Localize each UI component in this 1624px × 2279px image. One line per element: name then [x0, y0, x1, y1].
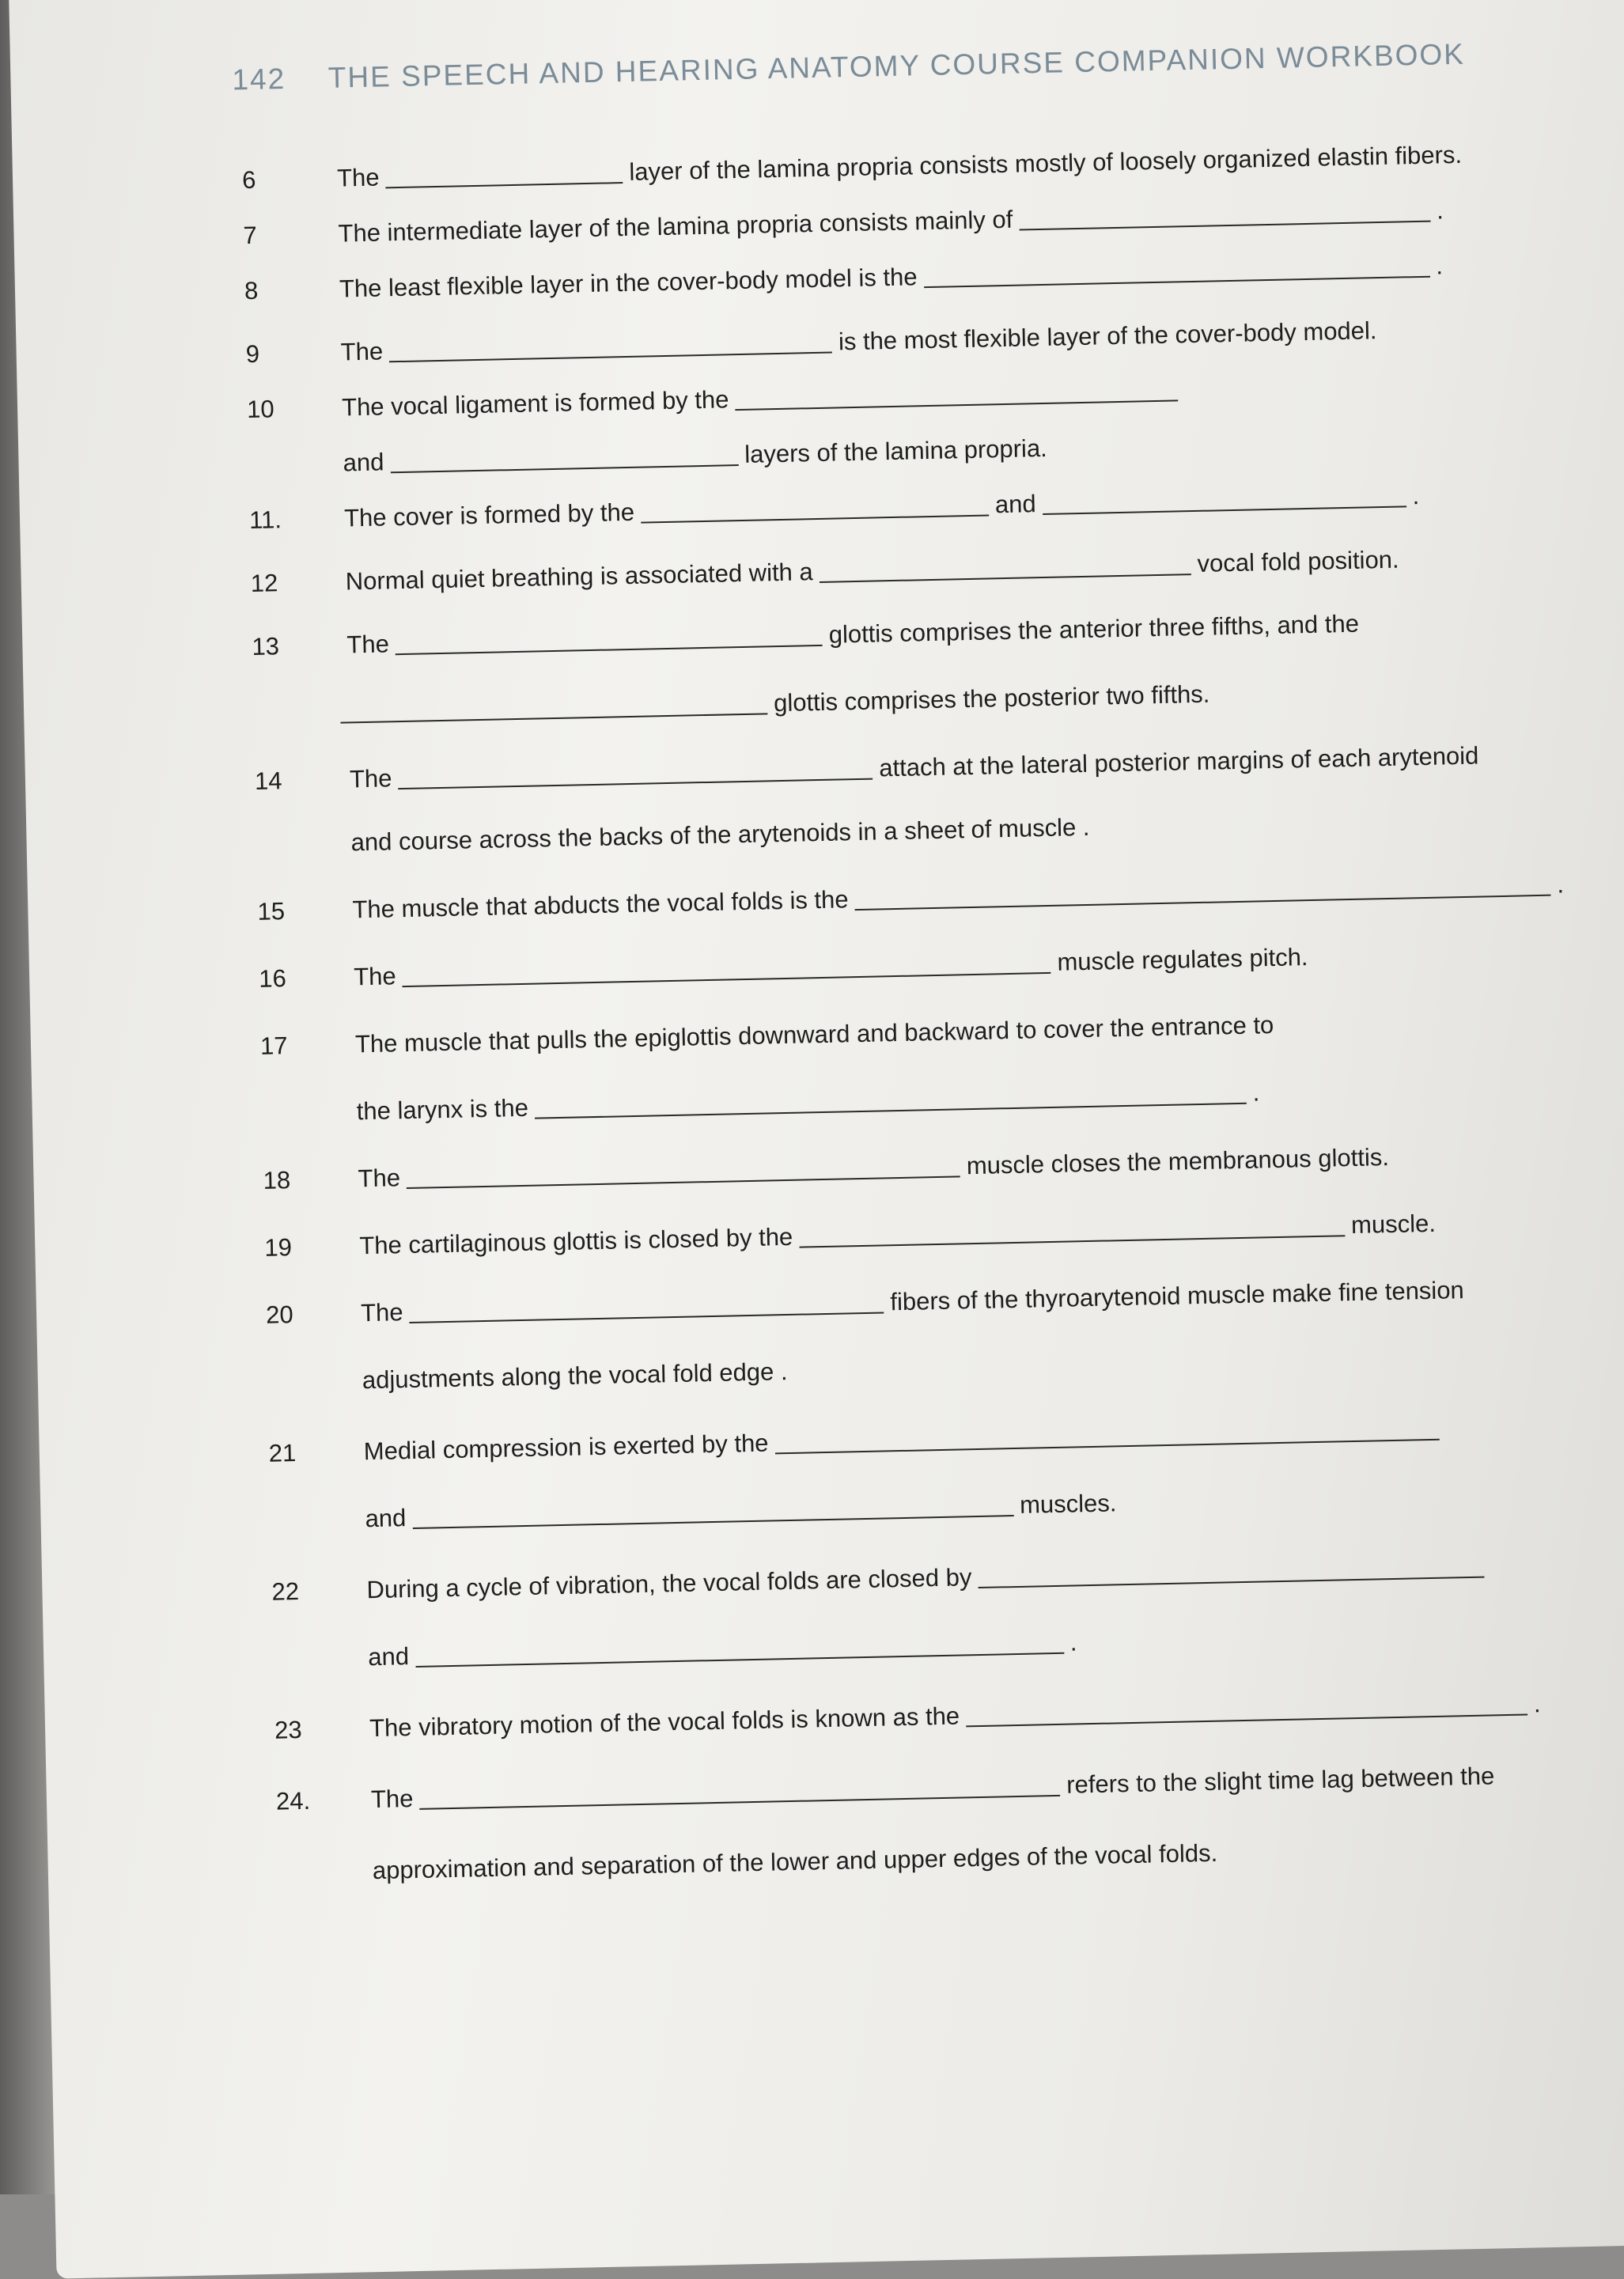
question-text: and	[994, 490, 1037, 519]
question-22	[271, 1552, 1490, 1606]
answer-blank[interactable]	[1043, 505, 1406, 515]
question-number: 7	[243, 221, 258, 250]
question-17-cont	[356, 1078, 1259, 1126]
question-text: The muscle that abducts the vocal folds is the	[352, 885, 849, 924]
answer-blank[interactable]	[1020, 220, 1431, 231]
question-number: 20	[265, 1300, 294, 1329]
answer-blank[interactable]	[407, 1175, 960, 1189]
question-8	[244, 252, 1444, 305]
question-23	[274, 1690, 1541, 1745]
question-number: 22	[271, 1577, 300, 1606]
period: .	[1557, 870, 1565, 899]
question-13-cont	[340, 680, 1210, 727]
answer-blank[interactable]	[799, 1234, 1345, 1247]
answer-blank[interactable]	[386, 181, 623, 188]
question-number: 6	[241, 165, 256, 195]
question-text: glottis comprises the anterior three fifths, and the	[828, 609, 1360, 649]
answer-blank[interactable]	[340, 712, 767, 723]
question-number: 9	[245, 339, 260, 369]
question-text: and	[365, 1504, 407, 1533]
question-text: muscle.	[1350, 1209, 1437, 1240]
question-number: 14	[254, 767, 282, 795]
answer-blank[interactable]	[641, 513, 989, 523]
question-text: and course across the backs of the arytenoids in a sheet of muscle .	[350, 812, 1090, 857]
period: .	[1435, 252, 1444, 280]
question-21	[268, 1415, 1445, 1468]
question-15	[257, 870, 1564, 926]
question-text: The	[346, 630, 390, 659]
question-21-cont	[365, 1489, 1117, 1533]
question-text: Medial compression is exerted by the	[363, 1429, 769, 1466]
question-text: The vocal ligament is formed by the	[341, 385, 729, 422]
question-22-cont	[368, 1628, 1077, 1671]
question-number: 15	[257, 897, 286, 926]
question-18	[263, 1143, 1389, 1195]
question-13	[252, 610, 1359, 661]
answer-blank[interactable]	[924, 275, 1430, 288]
question-text: vocal fold position.	[1197, 545, 1399, 577]
question-text: attach at the lateral posterior margins of each arytenoid	[878, 741, 1479, 782]
answer-blank[interactable]	[736, 399, 1179, 411]
question-text: The	[349, 764, 392, 793]
answer-blank[interactable]	[399, 778, 873, 790]
period: .	[1436, 196, 1444, 225]
question-14	[255, 742, 1479, 796]
workbook-page	[9, 0, 1624, 2279]
question-text: approximation and separation of the lower and upper edges of the vocal folds.	[372, 1838, 1218, 1885]
question-20-cont	[362, 1357, 788, 1395]
question-10-cont	[343, 434, 1047, 478]
question-text: refers to the slight time lag between the	[1066, 1762, 1495, 1799]
question-number: 23	[274, 1715, 303, 1744]
question-text: The cartilaginous glottis is closed by the	[359, 1222, 793, 1260]
answer-blank[interactable]	[410, 1311, 884, 1323]
question-text: muscle closes the membranous glottis.	[966, 1143, 1390, 1180]
question-12	[250, 546, 1399, 598]
question-6	[242, 141, 1463, 195]
answer-blank[interactable]	[389, 351, 832, 363]
answer-blank[interactable]	[979, 1576, 1485, 1588]
question-text: layers of the lamina propria.	[744, 433, 1048, 468]
answer-blank[interactable]	[855, 894, 1551, 910]
period: .	[1412, 482, 1420, 510]
answer-blank[interactable]	[820, 573, 1191, 583]
question-text: muscle regulates pitch.	[1057, 943, 1308, 976]
question-text: The least flexible layer in the cover-body model is the	[339, 263, 918, 303]
question-text: muscles.	[1019, 1489, 1117, 1519]
question-text: The	[360, 1298, 403, 1327]
question-number: 21	[268, 1439, 297, 1467]
question-number: 11.	[248, 505, 282, 535]
question-number: 24.	[275, 1786, 311, 1815]
question-text: The intermediate layer of the lamina propria consists mainly of	[338, 205, 1013, 248]
question-text: During a cycle of vibration, the vocal folds are closed by	[366, 1563, 972, 1604]
question-16	[259, 943, 1308, 994]
question-24-cont	[373, 1839, 1218, 1885]
answer-blank[interactable]	[966, 1713, 1527, 1728]
question-text: The	[353, 962, 397, 991]
question-24	[276, 1762, 1495, 1815]
question-10	[247, 376, 1185, 424]
question-9	[245, 316, 1376, 369]
question-number: 10	[246, 395, 275, 424]
question-number: 12	[250, 569, 278, 598]
page-header	[232, 38, 1465, 97]
question-text: The	[358, 1164, 401, 1193]
period: .	[1252, 1078, 1260, 1107]
question-text: The	[336, 163, 380, 192]
answer-blank[interactable]	[420, 1794, 1061, 1810]
question-text: Normal quiet breathing is associated with a	[345, 558, 814, 596]
question-text: and	[367, 1642, 410, 1671]
question-7	[243, 196, 1444, 250]
question-number: 17	[259, 1032, 288, 1060]
question-number: 19	[264, 1233, 293, 1262]
answer-blank[interactable]	[535, 1102, 1247, 1119]
page-number: 142	[232, 62, 286, 97]
answer-blank[interactable]	[413, 1514, 1014, 1529]
question-20	[266, 1276, 1464, 1330]
question-text: glottis comprises the posterior two fifths.	[773, 680, 1210, 717]
question-text: The	[340, 337, 384, 366]
answer-blank[interactable]	[391, 464, 739, 473]
period: .	[1069, 1628, 1077, 1656]
answer-blank[interactable]	[415, 1652, 1064, 1668]
question-text: is the most flexible layer of the cover-body model.	[838, 316, 1377, 356]
question-number: 8	[244, 276, 259, 305]
question-19	[264, 1210, 1436, 1263]
question-text: the larynx is the	[356, 1093, 529, 1126]
question-11	[249, 482, 1420, 535]
question-17	[260, 1011, 1274, 1061]
answer-blank[interactable]	[403, 971, 1051, 987]
question-number: 13	[252, 632, 280, 661]
question-text: The vibratory motion of the vocal folds is known as the	[369, 1702, 960, 1743]
question-number: 16	[258, 964, 287, 993]
question-14-cont	[350, 813, 1090, 857]
book-title: THE SPEECH AND HEARING ANATOMY COURSE COMPANION WORKBOOK	[327, 37, 1466, 94]
question-text: The	[370, 1785, 414, 1814]
question-text: and	[343, 448, 384, 477]
question-text: layer of the lamina propria consists mostly of loosely organized elastin fibers.	[629, 140, 1463, 186]
answer-blank[interactable]	[396, 644, 823, 655]
question-text: adjustments along the vocal fold edge .	[362, 1357, 788, 1395]
question-text: The cover is formed by the	[343, 498, 635, 532]
question-text: The muscle that pulls the epiglottis downward and backward to cover the entrance to	[354, 1011, 1274, 1058]
question-number: 18	[263, 1166, 291, 1194]
period: .	[1533, 1690, 1541, 1718]
answer-blank[interactable]	[775, 1438, 1440, 1455]
question-text: fibers of the thyroarytenoid muscle make fine tension	[890, 1276, 1465, 1316]
